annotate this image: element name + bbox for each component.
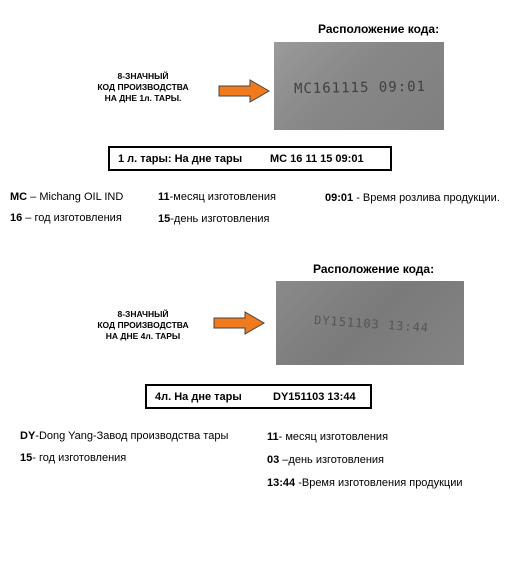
item-code: MC — [10, 191, 28, 203]
section1-caption — [73, 71, 213, 104]
item-code: 16 — [10, 212, 23, 224]
item-code: 13:44 — [267, 477, 296, 489]
section2-box-code: DY151103 13:44 — [273, 391, 356, 403]
item-text: - месяц изготовления — [278, 431, 389, 443]
section1-code-box — [108, 146, 392, 171]
section2-box-label: 4л. На дне тары — [155, 391, 242, 403]
item-code: DY — [20, 430, 36, 442]
item-text: -Dong Yang-Завод производства тары — [35, 430, 229, 442]
item-text: - Время розлива продукции. — [353, 192, 500, 204]
section1-code-photo — [274, 42, 444, 130]
item-text: –день изготовления — [279, 454, 384, 466]
item-text: -Время изготовления продукции — [295, 477, 463, 489]
item-code: 03 — [267, 454, 280, 466]
item-text: – год изготовления — [22, 212, 122, 224]
section1-box-label: 1 л. тары: На дне тары — [118, 153, 243, 165]
section1-item-time — [325, 192, 500, 204]
item-code: 09:01 — [325, 192, 354, 204]
section2-item-day — [267, 454, 384, 466]
section1-item-year — [10, 212, 122, 224]
section2-item-dy — [20, 430, 228, 442]
section1-heading: Расположение кода: — [318, 22, 440, 36]
section2-caption — [73, 309, 213, 342]
section1-item-mc — [10, 191, 123, 203]
section2-item-month — [267, 431, 388, 443]
section2-heading: Расположение кода: — [313, 262, 435, 276]
right-arrow-icon — [213, 311, 265, 335]
item-code: 15 — [20, 452, 33, 464]
section1-item-day — [158, 213, 269, 225]
item-text: – Michang OIL IND — [27, 191, 124, 203]
right-arrow-icon — [218, 79, 270, 103]
item-text: -месяц изготовления — [169, 191, 276, 203]
item-code: 11 — [267, 431, 279, 443]
section1-box-code: MC 16 11 15 09:01 — [270, 153, 364, 165]
section2-code-photo — [276, 281, 464, 365]
section2-item-year — [20, 452, 126, 464]
section2-stamp-text: DY151103 13:44 — [313, 313, 430, 335]
caption-line: НА ДНЕ 1л. ТАРЫ. — [104, 93, 182, 103]
section2-item-time — [267, 477, 463, 489]
caption-line: КОД ПРОИЗВОДСТВА — [97, 320, 189, 330]
caption-line: НА ДНЕ 4л. ТАРЫ — [105, 331, 181, 341]
section2-code-box — [145, 384, 372, 409]
item-text: -день изготовления — [170, 213, 270, 225]
item-text: - год изготовления — [32, 452, 127, 464]
section1-stamp-text: MC161115 09:01 — [293, 78, 427, 98]
item-code: 15 — [158, 213, 171, 225]
section1-item-month — [158, 191, 276, 203]
caption-line: КОД ПРОИЗВОДСТВА — [97, 82, 189, 92]
item-code: 11 — [158, 191, 170, 203]
caption-line: 8-ЗНАЧНЫЙ — [117, 71, 169, 81]
caption-line: 8-ЗНАЧНЫЙ — [117, 309, 169, 319]
